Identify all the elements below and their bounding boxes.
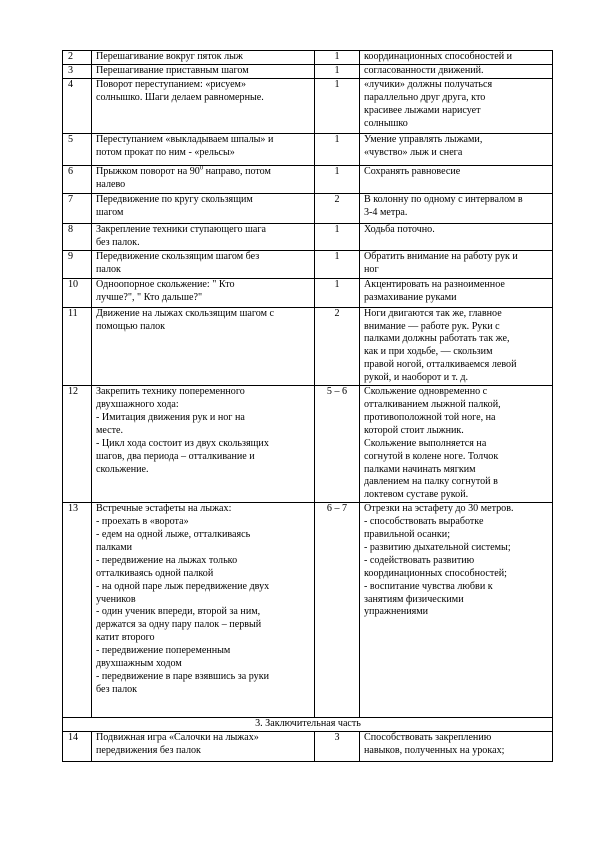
notes-line: навыков, полученных на уроках;	[364, 745, 505, 757]
row-number: 12	[63, 386, 92, 503]
notes-line: Скольжение одновременно с	[364, 386, 488, 398]
section-row	[63, 718, 553, 732]
exercise-line: передвижения без палок	[96, 745, 201, 757]
exercise-cell	[92, 223, 315, 250]
notes-line: Скольжение выполняется на	[364, 437, 487, 449]
notes-cell	[360, 51, 553, 65]
notes-line: правой ногой, отталкиваемся левой	[364, 359, 517, 371]
exercise-cell	[92, 165, 315, 193]
notes-line: палками начинать мягким	[364, 463, 476, 475]
exercise-line: - едем на одной лыже, отталкиваясь	[96, 529, 251, 541]
table-row	[63, 307, 553, 385]
exercise-line: Поворот переступанием: «рисуем»	[96, 78, 246, 90]
notes-cell	[360, 223, 553, 250]
table-row	[63, 278, 553, 307]
notes-line: которой стоит лыжник.	[364, 424, 464, 436]
dosage-cell: 2	[315, 193, 360, 223]
exercise-cell	[92, 51, 315, 65]
exercise-line: Закрепление техники ступающего шага	[96, 223, 266, 235]
notes-line: координационных способностей;	[364, 567, 507, 579]
degree-superscript: 0	[199, 165, 204, 172]
exercise-line: - передвижение попеременным	[96, 645, 231, 657]
notes-line: Сохранять равновесие	[364, 165, 461, 177]
notes-line: Способствовать закреплению	[364, 732, 492, 744]
table-row	[63, 386, 553, 503]
notes-line: Ходьба поточно.	[364, 223, 435, 235]
exercise-line: помощью палок	[96, 320, 166, 332]
exercise-line: держатся за одну пару палок – первый	[96, 619, 262, 631]
notes-line: согнутой в колене ноге. Толчок	[364, 450, 499, 462]
dosage-cell: 5 – 6	[315, 386, 360, 503]
exercise-line: месте.	[96, 424, 124, 436]
dosage-cell: 1	[315, 133, 360, 165]
notes-line: В колонну по одному с интервалом в	[364, 193, 523, 205]
exercise-line: двухшажным ходом	[96, 658, 182, 670]
lesson-plan-body	[63, 51, 553, 762]
exercise-line: катит второго	[96, 632, 155, 644]
notes-line: параллельно друг друга, кто	[364, 91, 486, 103]
notes-cell	[360, 64, 553, 78]
table-row	[63, 250, 553, 278]
table-row	[63, 64, 553, 78]
exercise-cell	[92, 133, 315, 165]
notes-line: «лучики» должны получаться	[364, 78, 493, 90]
notes-line: Обратить внимание на работу рук и	[364, 250, 518, 262]
dosage-cell: 1	[315, 250, 360, 278]
lesson-plan-table	[62, 50, 553, 762]
table-row	[63, 503, 553, 718]
notes-line: Отрезки на эстафету до 30 метров.	[364, 503, 514, 515]
exercise-line: палок	[96, 263, 121, 275]
notes-line: палками должны работать так же,	[364, 333, 510, 345]
notes-cell	[360, 193, 553, 223]
notes-cell	[360, 165, 553, 193]
notes-line: ног	[364, 263, 379, 275]
row-number: 14	[63, 732, 92, 762]
table-row	[63, 223, 553, 250]
notes-line: координационных способностей и	[364, 51, 513, 62]
section-title: 3. Заключительная часть	[63, 718, 553, 732]
notes-line: рукой, и наоборот и т. д.	[364, 372, 469, 384]
notes-line: локтевом суставе рукой.	[364, 489, 469, 501]
exercise-line: лучше?", " Кто дальше?"	[96, 291, 203, 303]
notes-line: внимание — работе рук. Руки с	[364, 320, 500, 332]
exercise-line: Подвижная игра «Салочки на лыжах»	[96, 732, 259, 744]
exercise-line: - Цикл хода состоит из двух скользящих	[96, 437, 269, 449]
exercise-line: - передвижение в паре взявшись за руки	[96, 671, 270, 682]
dosage-cell: 1	[315, 64, 360, 78]
notes-cell	[360, 307, 553, 385]
exercise-line: шагов, два периода – отталкивание и	[96, 450, 255, 462]
exercise-line: налево	[96, 178, 126, 190]
notes-cell	[360, 78, 553, 133]
exercise-line: потом прокат по ним - «рельсы»	[96, 146, 235, 158]
exercise-cell	[92, 250, 315, 278]
notes-line: - содействовать развитию	[364, 554, 475, 566]
notes-cell	[360, 503, 553, 718]
exercise-line: Передвижение по кругу скользящим	[96, 193, 253, 205]
exercise-cell	[92, 732, 315, 762]
exercise-line: Перешагивание вокруг пяток лыж	[96, 51, 243, 62]
exercise-line: - на одной паре лыж передвижение двух	[96, 580, 270, 592]
exercise-line: Встречные эстафеты на лыжах:	[96, 503, 232, 515]
row-number: 10	[63, 278, 92, 307]
exercise-line: без палок.	[96, 236, 140, 248]
notes-line: 3-4 метра.	[364, 206, 408, 218]
row-number: 3	[63, 64, 92, 78]
notes-line: солнышко	[364, 117, 408, 129]
notes-cell	[360, 250, 553, 278]
exercise-line: без палок	[96, 683, 138, 695]
exercise-line: Движение на лыжах скользящим шагом с	[96, 307, 274, 319]
notes-line: Умение управлять лыжами,	[364, 133, 483, 145]
exercise-line: палками	[96, 541, 133, 553]
table-row	[63, 732, 553, 762]
notes-line: правильной осанки;	[364, 529, 451, 541]
notes-cell	[360, 386, 553, 503]
notes-cell	[360, 278, 553, 307]
table-row	[63, 78, 553, 133]
exercise-cell	[92, 64, 315, 78]
exercise-line: Закрепить технику попеременного	[96, 386, 245, 398]
notes-line: размахивание руками	[364, 291, 457, 303]
dosage-cell: 1	[315, 278, 360, 307]
exercise-line: солнышко. Шаги делаем равномерные.	[96, 91, 264, 103]
notes-cell	[360, 133, 553, 165]
exercise-cell	[92, 307, 315, 385]
exercise-line: - один ученик впереди, второй за ним,	[96, 606, 261, 618]
exercise-line: шагом	[96, 206, 124, 218]
dosage-cell: 1	[315, 223, 360, 250]
row-number: 11	[63, 307, 92, 385]
row-number: 8	[63, 223, 92, 250]
notes-line: противоположной той ноге, на	[364, 411, 496, 423]
row-number: 7	[63, 193, 92, 223]
exercise-cell	[92, 386, 315, 503]
exercise-cell	[92, 278, 315, 307]
exercise-line: - передвижение на лыжах только	[96, 554, 238, 566]
dosage-cell: 1	[315, 51, 360, 65]
dosage-cell: 3	[315, 732, 360, 762]
table-row	[63, 51, 553, 65]
exercise-text: направо, потом	[203, 165, 271, 177]
exercise-line: Передвижение скользящим шагом без	[96, 250, 260, 262]
exercise-text: Прыжком поворот на 90	[96, 165, 200, 177]
table-row	[63, 165, 553, 193]
row-number: 9	[63, 250, 92, 278]
exercise-line: - проехать в «ворота»	[96, 516, 189, 528]
notes-line: красивее лыжами нарисует	[364, 104, 481, 116]
exercise-line: учеников	[96, 593, 136, 605]
notes-line: Ноги двигаются так же, главное	[364, 307, 502, 319]
row-number: 2	[63, 51, 92, 65]
exercise-line: Одноопорное скольжение: " Кто	[96, 278, 235, 290]
notes-line: - способствовать выработке	[364, 516, 484, 528]
exercise-line	[96, 166, 311, 179]
notes-line: занятиям физическими	[364, 593, 464, 605]
notes-cell	[360, 732, 553, 762]
exercise-cell	[92, 78, 315, 133]
notes-line: упражнениями	[364, 606, 429, 618]
notes-line: Акцентировать на разноименное	[364, 278, 505, 290]
notes-line: - воспитание чувства любви к	[364, 580, 493, 592]
notes-line: согласованности движений.	[364, 64, 484, 76]
exercise-line: скольжение.	[96, 463, 149, 475]
dosage-cell: 1	[315, 165, 360, 193]
exercise-cell	[92, 503, 315, 718]
exercise-line: двухшажного хода:	[96, 398, 179, 410]
notes-line: «чувство» лыж и снега	[364, 146, 463, 158]
table-row	[63, 133, 553, 165]
exercise-line: - Имитация движения рук и ног на	[96, 411, 245, 423]
exercise-line: отталкиваясь одной палкой	[96, 567, 214, 579]
exercise-line: Переступанием «выкладываем шпалы» и	[96, 133, 274, 145]
dosage-cell: 1	[315, 78, 360, 133]
notes-line: как и при ходьбе, — скользим	[364, 346, 493, 358]
notes-line: отталкиванием лыжной палкой,	[364, 398, 501, 410]
notes-line: давлением на палку согнутой в	[364, 476, 498, 488]
row-number: 4	[63, 78, 92, 133]
table-row	[63, 193, 553, 223]
dosage-cell: 6 – 7	[315, 503, 360, 718]
row-number: 6	[63, 165, 92, 193]
exercise-line: Перешагивание приставным шагом	[96, 64, 249, 76]
exercise-cell	[92, 193, 315, 223]
row-number: 13	[63, 503, 92, 718]
dosage-cell: 2	[315, 307, 360, 385]
row-number: 5	[63, 133, 92, 165]
notes-line: - развитию дыхательной системы;	[364, 541, 511, 553]
